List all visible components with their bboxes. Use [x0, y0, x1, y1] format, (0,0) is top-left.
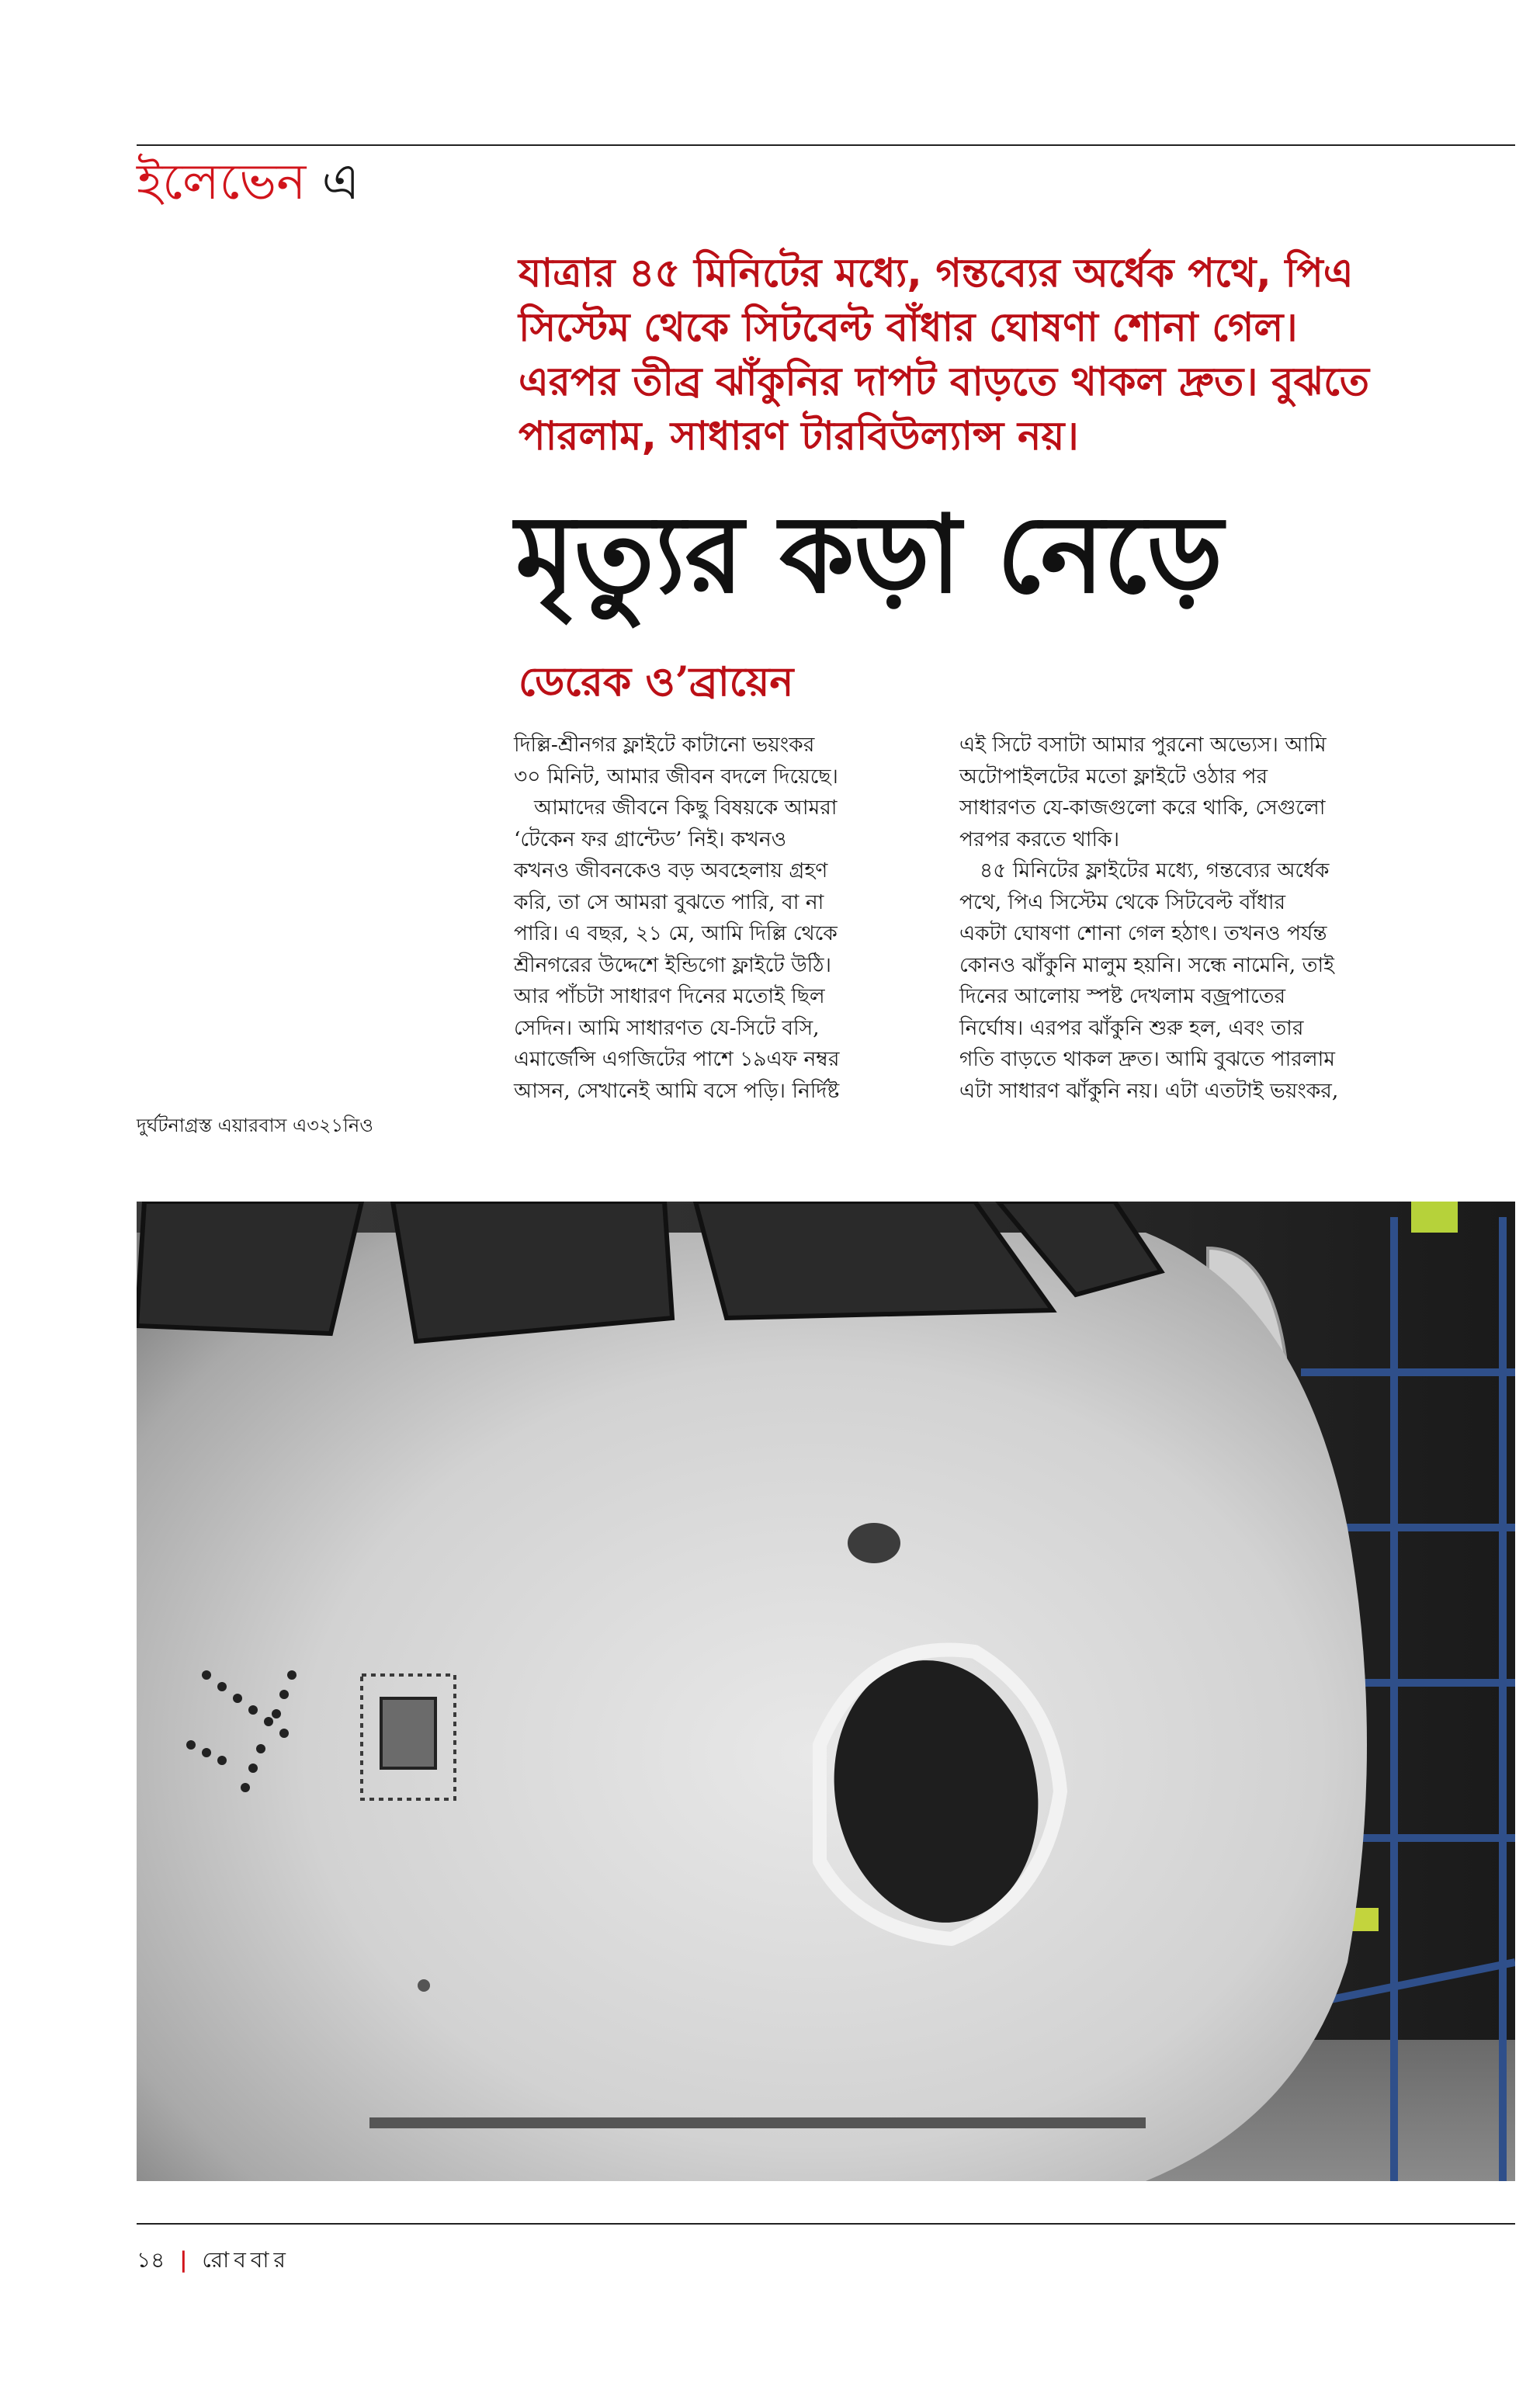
body-line: একটা ঘোষণা শোনা গেল হঠাৎ। তখনও পর্যন্ত [959, 921, 1327, 945]
standfirst-line: এরপর তীব্র ঝাঁকুনির দাপট বাড়তে থাকল দ্রুত। বুঝতে [519, 359, 1370, 405]
body-column-left [514, 730, 917, 1107]
standfirst-line: পারলাম, সাধারণ টারবিউল্যান্স নয়। [519, 414, 1079, 460]
byline: ডেরেক ও’ব্রায়েন [519, 658, 794, 706]
body-line: দিল্লি-শ্রীনগর ফ্লাইটে কাটানো ভয়ংকর [514, 733, 815, 757]
body-line: আর পাঁচটা সাধারণ দিনের মতোই ছিল [514, 984, 825, 1008]
body-line: কোনও ঝাঁকুনি মালুম হয়নি। সন্ধে নামেনি, তাই [959, 952, 1334, 977]
aircraft-nose-photo [137, 1202, 1515, 2181]
small-dent [418, 1979, 430, 1992]
body-line: আসন, সেখানেই আমি বসে পড়ি। নির্দিষ্ট [514, 1078, 840, 1103]
body-line: অটোপাইলটের মতো ফ্লাইটে ওঠার পর [959, 764, 1268, 789]
standfirst-line: সিস্টেম থেকে সিটবেল্ট বাঁধার ঘোষণা শোনা গেল। [519, 305, 1298, 351]
body-line: আমাদের জীবনে কিছু বিষয়কে আমরা [534, 796, 838, 820]
page-number: ১৪ [137, 2247, 165, 2273]
body-line: করি, তা সে আমরা বুঝতে পারি, বা না [514, 890, 824, 914]
body-line: এই সিটে বসাটা আমার পুরনো অভ্যেস। আমি [959, 733, 1327, 757]
body-line: নির্ঘোষ। এরপর ঝাঁকুনি শুরু হল, এবং তার [959, 1015, 1304, 1040]
section-label-accent: ইলেভেন [137, 154, 307, 211]
footer-separator: | [179, 2247, 188, 2273]
standfirst-line: যাত্রার ৪৫ মিনিটের মধ্যে, গন্তব্যের অর্ধেক পথে, পিএ [519, 251, 1354, 297]
standfirst [519, 247, 1450, 464]
page-footer [137, 2243, 290, 2280]
body-line: কখনও জীবনকেও বড় অবহেলায় গ্রহণ [514, 858, 828, 883]
body-line: এটা সাধারণ ঝাঁকুনি নয়। এটা এতটাই ভয়ংকর, [959, 1078, 1339, 1103]
hi-vis-patch [1411, 1202, 1458, 1233]
fuselage-nose [137, 1233, 1367, 2181]
top-rule [137, 144, 1515, 146]
body-line: সেদিন। আমি সাধারণত যে-সিটে বসি, [514, 1015, 820, 1040]
section-label [137, 155, 359, 210]
body-line: শ্রীনগরের উদ্দেশে ইন্ডিগো ফ্লাইটে উঠি। [514, 952, 831, 977]
sensor-window [381, 1698, 435, 1768]
body-line: এমার্জেন্সি এগজিটের পাশে ১৯এফ নম্বর [514, 1047, 840, 1071]
bottom-rule [137, 2223, 1515, 2225]
body-line: ৪৫ মিনিটের ফ্লাইটের মধ্যে, গন্তব্যের অর্ধেক [980, 858, 1330, 883]
body-line: সাধারণত যে-কাজগুলো করে থাকি, সেগুলো [959, 796, 1326, 820]
section-label-plain: এ [321, 154, 360, 211]
photo-caption: দুর্ঘটনাগ্রস্ত এয়ারবাস এ৩২১নিও [137, 1115, 373, 1136]
body-column-right [959, 730, 1363, 1107]
publication-name: রোববার [202, 2247, 290, 2273]
body-line: পরপর করতে থাকি। [959, 827, 1120, 851]
body-line: পারি। এ বছর, ২১ মে, আমি দিল্লি থেকে [514, 921, 838, 945]
body-line: ‘টেকেন ফর গ্রান্টেড’ নিই। কখনও [514, 827, 787, 851]
body-line: ৩০ মিনিট, আমার জীবন বদলে দিয়েছে। [514, 764, 838, 789]
body-line: দিনের আলোয় স্পষ্ট দেখলাম বজ্রপাতের [959, 984, 1286, 1008]
body-line: গতি বাড়তে থাকল দ্রুত। আমি বুঝতে পারলাম [959, 1047, 1335, 1071]
headline: মৃত্যুর কড়া নেড়ে [515, 492, 1223, 617]
tow-bar [369, 2117, 1146, 2128]
impact-dent [848, 1523, 900, 1563]
body-line: পথে, পিএ সিস্টেম থেকে সিটবেল্ট বাঁধার [959, 890, 1286, 914]
